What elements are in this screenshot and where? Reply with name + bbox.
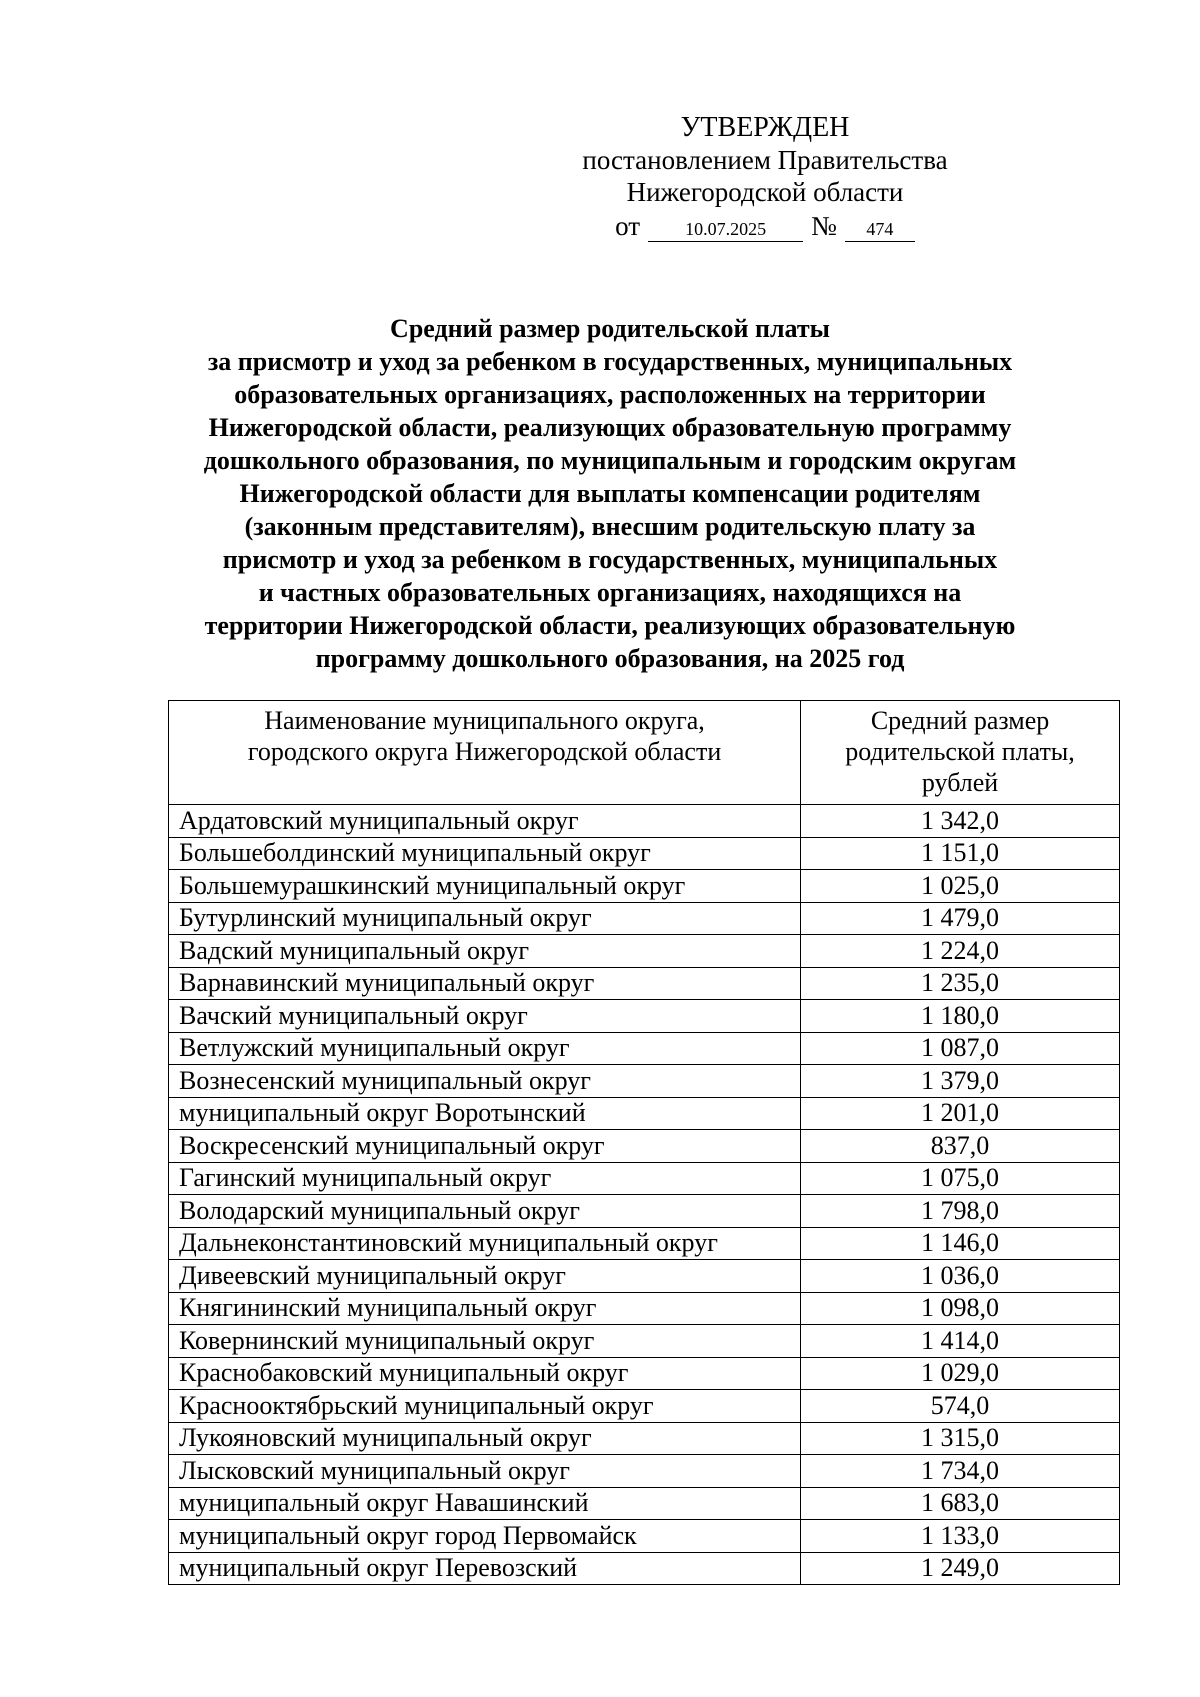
district-name: муниципальный округ Навашинский xyxy=(169,1487,801,1520)
district-name: Воскресенский муниципальный округ xyxy=(169,1130,801,1163)
table-row xyxy=(169,1487,1120,1520)
title-line: Нижегородской области, реализующих образовательную программу xyxy=(208,413,1012,442)
title-line: дошкольного образования, по муниципальным и городским округам xyxy=(203,446,1017,475)
header-district xyxy=(169,701,801,805)
table-row xyxy=(169,1195,1120,1228)
table-header-row xyxy=(169,701,1120,805)
district-name: Володарский муниципальный округ xyxy=(169,1195,801,1228)
title-line: программу дошкольного образования, на 2025 год xyxy=(315,644,905,673)
district-name: Княгининский муниципальный округ xyxy=(169,1292,801,1325)
approval-block xyxy=(560,112,970,242)
table-row xyxy=(169,1520,1120,1553)
table-row xyxy=(169,1292,1120,1325)
approval-line-2: Нижегородской области xyxy=(626,177,904,207)
approval-heading: УТВЕРЖДЕН xyxy=(680,112,850,143)
district-name: муниципальный округ город Первомайск xyxy=(169,1520,801,1553)
district-name: Лукояновский муниципальный округ xyxy=(169,1422,801,1455)
fee-value: 1 414,0 xyxy=(801,1325,1120,1358)
fee-value: 1 075,0 xyxy=(801,1162,1120,1195)
district-name: Большемурашкинский муниципальный округ xyxy=(169,870,801,903)
approval-number: 474 xyxy=(845,219,915,242)
district-name: Большеболдинский муниципальный округ xyxy=(169,837,801,870)
district-name: Ардатовский муниципальный округ xyxy=(169,805,801,838)
table-row xyxy=(169,1455,1120,1488)
district-name: Варнавинский муниципальный округ xyxy=(169,967,801,1000)
table-row xyxy=(169,1422,1120,1455)
table-row xyxy=(169,1065,1120,1098)
district-name: Вадский муниципальный округ xyxy=(169,935,801,968)
table-row xyxy=(169,1357,1120,1390)
district-name: Дальнеконстантиновский муниципальный округ xyxy=(169,1227,801,1260)
district-name: Гагинский муниципальный округ xyxy=(169,1162,801,1195)
approval-date-line xyxy=(560,210,970,242)
table-row xyxy=(169,1130,1120,1163)
title-line: присмотр и уход за ребенком в государственных, муниципальных xyxy=(222,545,998,574)
district-name: Дивеевский муниципальный округ xyxy=(169,1260,801,1293)
fee-value: 1 025,0 xyxy=(801,870,1120,903)
document-title xyxy=(160,312,1060,675)
from-label: от xyxy=(615,211,641,241)
fee-value: 1 379,0 xyxy=(801,1065,1120,1098)
approval-line-1: постановлением Правительства xyxy=(582,145,948,175)
fee-value: 837,0 xyxy=(801,1130,1120,1163)
fee-value: 1 146,0 xyxy=(801,1227,1120,1260)
fee-value: 1 315,0 xyxy=(801,1422,1120,1455)
fee-value: 1 087,0 xyxy=(801,1032,1120,1065)
fee-value: 1 133,0 xyxy=(801,1520,1120,1553)
table-row xyxy=(169,935,1120,968)
district-name: Лысковский муниципальный округ xyxy=(169,1455,801,1488)
district-name: Ковернинский муниципальный округ xyxy=(169,1325,801,1358)
fee-table xyxy=(168,700,1120,1585)
fee-value: 1 098,0 xyxy=(801,1292,1120,1325)
title-line: Нижегородской области для выплаты компенсации родителям xyxy=(239,479,981,508)
table-row xyxy=(169,1227,1120,1260)
header-fee xyxy=(801,701,1120,805)
table-row xyxy=(169,1390,1120,1423)
header-district-text: Наименование муниципального округа, городского округа Нижегородской области xyxy=(247,706,722,766)
table-row xyxy=(169,805,1120,838)
fee-value: 1 734,0 xyxy=(801,1455,1120,1488)
district-name: Бутурлинский муниципальный округ xyxy=(169,902,801,935)
fee-value: 1 036,0 xyxy=(801,1260,1120,1293)
title-line: образовательных организациях, расположенных на территории xyxy=(234,380,986,409)
district-name: Вачский муниципальный округ xyxy=(169,1000,801,1033)
table-row xyxy=(169,1097,1120,1130)
header-fee-text: Средний размер родительской платы, рублей xyxy=(845,706,1075,797)
title-line: (законным представителям), внесшим родительскую плату за xyxy=(244,512,976,541)
approval-date: 10.07.2025 xyxy=(648,219,803,242)
district-name: Краснооктябрьский муниципальный округ xyxy=(169,1390,801,1423)
fee-value: 574,0 xyxy=(801,1390,1120,1423)
title-line: территории Нижегородской области, реализующих образовательную xyxy=(204,611,1016,640)
district-name: Ветлужский муниципальный округ xyxy=(169,1032,801,1065)
fee-value: 1 342,0 xyxy=(801,805,1120,838)
district-name: Вознесенский муниципальный округ xyxy=(169,1065,801,1098)
district-name: муниципальный округ Воротынский xyxy=(169,1097,801,1130)
fee-value: 1 235,0 xyxy=(801,967,1120,1000)
fee-value: 1 249,0 xyxy=(801,1552,1120,1585)
fee-value: 1 224,0 xyxy=(801,935,1120,968)
district-name: муниципальный округ Перевозский xyxy=(169,1552,801,1585)
fee-value: 1 683,0 xyxy=(801,1487,1120,1520)
fee-value: 1 201,0 xyxy=(801,1097,1120,1130)
title-line: и частных образовательных организациях, находящихся на xyxy=(258,578,962,607)
fee-value: 1 798,0 xyxy=(801,1195,1120,1228)
title-line: за присмотр и уход за ребенком в государственных, муниципальных xyxy=(207,347,1013,376)
table-row xyxy=(169,1260,1120,1293)
number-sign: № xyxy=(811,211,837,241)
fee-value: 1 151,0 xyxy=(801,837,1120,870)
table-row xyxy=(169,967,1120,1000)
table-row xyxy=(169,1325,1120,1358)
table-row xyxy=(169,1162,1120,1195)
district-name: Краснобаковский муниципальный округ xyxy=(169,1357,801,1390)
fee-value: 1 029,0 xyxy=(801,1357,1120,1390)
title-line: Средний размер родительской платы xyxy=(390,314,830,343)
table-body xyxy=(169,805,1120,1585)
table-row xyxy=(169,1032,1120,1065)
fee-value: 1 479,0 xyxy=(801,902,1120,935)
fee-value: 1 180,0 xyxy=(801,1000,1120,1033)
table-row xyxy=(169,1552,1120,1585)
table-row xyxy=(169,837,1120,870)
table-row xyxy=(169,870,1120,903)
table-row xyxy=(169,1000,1120,1033)
table-row xyxy=(169,902,1120,935)
